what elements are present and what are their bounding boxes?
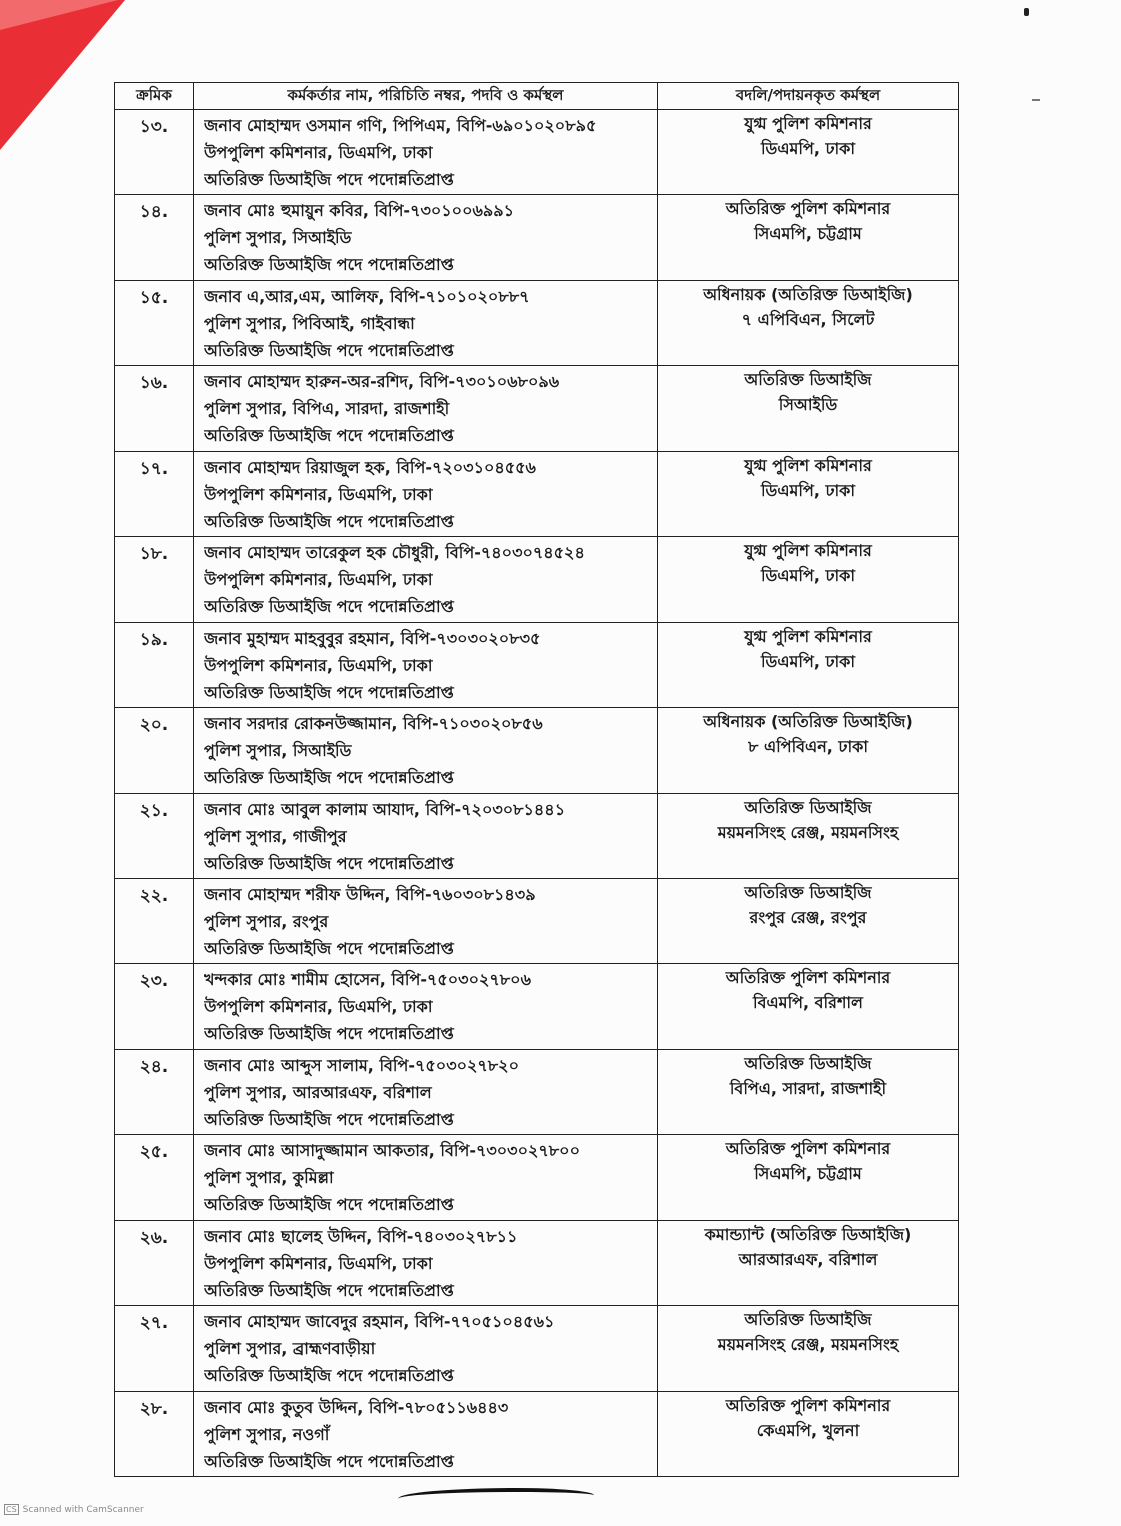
table-row (115, 1306, 959, 1391)
officer-promotion: অতিরিক্ত ডিআইজি পদে পদোন্নতিপ্রাপ্ত (204, 426, 454, 446)
table-row (115, 1049, 959, 1134)
new-posting-title: অতিরিক্ত ডিআইজি (744, 797, 872, 817)
officer-current-post: উপপুলিশ কমিশনার, ডিএমপি, ঢাকা (204, 655, 433, 675)
scanner-label: Scanned with CamScanner (22, 1504, 144, 1515)
new-posting-place: ৭ এপিবিএন, সিলেট (741, 309, 875, 329)
new-posting-place: বিপিএ, সারদা, রাজশাহী (729, 1078, 887, 1098)
officer-name-id: জনাব মোঃ ছালেহ উদ্দিন, বিপি-৭৪০৩০২৭৮১১ (204, 1226, 518, 1246)
new-posting (658, 1135, 959, 1220)
table-row (115, 622, 959, 707)
new-posting-place: ময়মনসিংহ রেঞ্জ, ময়মনসিংহ (717, 822, 899, 842)
officer-name-id: জনাব মোঃ আবুল কালাম আযাদ, বিপি-৭২০৩০৮১৪৪১ (204, 799, 566, 819)
row-serial: ২৪. (115, 1049, 194, 1134)
new-posting-place: সিএমপি, চট্টগ্রাম (754, 1164, 862, 1184)
row-serial: ১৯. (115, 622, 194, 707)
row-serial: ১৫. (115, 280, 194, 365)
new-posting-place: ৮ এপিবিএন, ঢাকা (748, 737, 868, 757)
row-serial: ১৬. (115, 366, 194, 451)
table-row (115, 366, 959, 451)
officer-name-id: জনাব এ,আর,এম, আলিফ, বিপি-৭১০১০২০৮৮৭ (204, 286, 530, 306)
officer-current-post: উপপুলিশ কমিশনার, ডিএমপি, ঢাকা (204, 1253, 433, 1273)
officer-name-id: জনাব মুহাম্মদ মাহবুবুর রহমান, বিপি-৭৩০৩০২০৮৩৫ (204, 628, 541, 648)
new-posting-place: সিএমপি, চট্টগ্রাম (754, 224, 862, 244)
table-row (115, 708, 959, 793)
new-posting-place: ময়মনসিংহ রেঞ্জ, ময়মনসিংহ (717, 1335, 899, 1355)
new-posting (658, 366, 959, 451)
new-posting-place: ডিএমপি, ঢাকা (760, 139, 856, 158)
table-row (115, 110, 959, 195)
new-posting (658, 195, 959, 280)
new-posting-place: ডিএমপি, ঢাকা (760, 651, 856, 671)
officer-details (194, 195, 658, 280)
row-serial: ২০. (115, 708, 194, 793)
new-posting (658, 793, 959, 878)
officer-name-id: জনাব মোহাম্মদ জাবেদুর রহমান, বিপি-৭৭০৫১০৪৫৬১ (204, 1312, 555, 1332)
officer-promotion: অতিরিক্ত ডিআইজি পদে পদোন্নতিপ্রাপ্ত (204, 682, 454, 702)
new-posting (658, 622, 959, 707)
row-serial: ২৫. (115, 1135, 194, 1220)
new-posting (658, 1306, 959, 1391)
new-posting-title: অতিরিক্ত ডিআইজি (744, 882, 872, 902)
header-serial: ক্রমিক (115, 83, 194, 110)
row-serial: ২২. (115, 878, 194, 963)
officer-details (194, 1049, 658, 1134)
officer-promotion: অতিরিক্ত ডিআইজি পদে পদোন্নতিপ্রাপ্ত (204, 1366, 454, 1386)
officer-details (194, 1135, 658, 1220)
officer-details (194, 280, 658, 365)
officer-name-id: জনাব মোঃ হুমায়ুন কবির, বিপি-৭৩০১০০৬৯৯১ (204, 201, 515, 221)
new-posting-title: অধিনায়ক (অতিরিক্ত ডিআইজি) (703, 712, 913, 732)
row-serial: ২৮. (115, 1391, 194, 1476)
officer-name-id: খন্দকার মোঃ শামীম হোসেন, বিপি-৭৫০৩০২৭৮০৬ (204, 970, 531, 990)
table-row (115, 964, 959, 1049)
officer-promotion: অতিরিক্ত ডিআইজি পদে পদোন্নতিপ্রাপ্ত (204, 340, 454, 360)
new-posting-title: যুগ্ম পুলিশ কমিশনার (744, 114, 872, 133)
row-serial: ২১. (115, 793, 194, 878)
officer-current-post: পুলিশ সুপার, সিআইডি (204, 228, 352, 248)
officer-current-post: পুলিশ সুপার, নওগাঁ (204, 1424, 330, 1444)
new-posting-title: অধিনায়ক (অতিরিক্ত ডিআইজি) (703, 284, 913, 304)
ink-dash (1032, 99, 1040, 101)
officer-name-id: জনাব মোহাম্মদ ওসমান গণি, পিপিএম, বিপি-৬৯০১০২০৮৯৫ (204, 116, 597, 135)
table-row (115, 1391, 959, 1476)
new-posting-place: রংপুর রেঞ্জ, রংপুর (749, 907, 867, 927)
officer-current-post: পুলিশ সুপার, সিআইডি (204, 741, 352, 761)
table-row (115, 1135, 959, 1220)
row-serial: ১৭. (115, 451, 194, 536)
officer-promotion: অতিরিক্ত ডিআইজি পদে পদোন্নতিপ্রাপ্ত (204, 1109, 454, 1129)
officer-details (194, 451, 658, 536)
row-serial: ২৩. (115, 964, 194, 1049)
officer-name-id: জনাব মোঃ কুতুব উদ্দিন, বিপি-৭৮০৫১১৬৪৪৩ (204, 1397, 509, 1417)
new-posting (658, 280, 959, 365)
officer-details (194, 964, 658, 1049)
new-posting (658, 878, 959, 963)
officer-promotion: অতিরিক্ত ডিআইজি পদে পদোন্নতিপ্রাপ্ত (204, 1195, 454, 1215)
new-posting-title: যুগ্ম পুলিশ কমিশনার (744, 455, 872, 475)
table-row (115, 878, 959, 963)
officer-promotion: অতিরিক্ত ডিআইজি পদে পদোন্নতিপ্রাপ্ত (204, 1024, 454, 1044)
officer-current-post: পুলিশ সুপার, আরআরএফ, বরিশাল (204, 1082, 432, 1102)
signature-stroke (398, 1488, 594, 1506)
officer-details (194, 537, 658, 622)
officer-promotion: অতিরিক্ত ডিআইজি পদে পদোন্নতিপ্রাপ্ত (204, 597, 454, 617)
new-posting-title: অতিরিক্ত পুলিশ কমিশনার (725, 199, 891, 219)
officer-promotion: অতিরিক্ত ডিআইজি পদে পদোন্নতিপ্রাপ্ত (204, 511, 454, 531)
header-details: কর্মকর্তার নাম, পরিচিতি নম্বর, পদবি ও কর্মস্থল (194, 83, 658, 110)
officer-promotion: অতিরিক্ত ডিআইজি পদে পদোন্নতিপ্রাপ্ত (204, 768, 454, 788)
ink-speck (1024, 8, 1029, 16)
officer-current-post: পুলিশ সুপার, রংপুর (204, 911, 329, 931)
new-posting-place: বিএমপি, বরিশাল (753, 993, 863, 1013)
officer-current-post: পুলিশ সুপার, বিপিএ, সারদা, রাজশাহী (204, 399, 450, 419)
table-row (115, 451, 959, 536)
officer-name-id: জনাব মোহাম্মদ তারেকুল হক চৌধুরী, বিপি-৭৪০৩০৭৪৫২৪ (204, 543, 585, 563)
new-posting-title: অতিরিক্ত ডিআইজি (744, 1310, 872, 1330)
new-posting (658, 1391, 959, 1476)
new-posting-title: কমান্ড্যান্ট (অতিরিক্ত ডিআইজি) (704, 1224, 912, 1244)
new-posting-title: অতিরিক্ত পুলিশ কমিশনার (725, 968, 891, 988)
new-posting-place: ডিএমপি, ঢাকা (760, 566, 856, 586)
officer-name-id: জনাব মোঃ আব্দুস সালাম, বিপি-৭৫০৩০২৭৮২০ (204, 1055, 519, 1075)
officer-current-post: পুলিশ সুপার, গাজীপুর (204, 826, 347, 846)
officer-promotion: অতিরিক্ত ডিআইজি পদে পদোন্নতিপ্রাপ্ত (204, 938, 454, 958)
officer-current-post: উপপুলিশ কমিশনার, ডিএমপি, ঢাকা (204, 997, 433, 1017)
new-posting (658, 708, 959, 793)
new-posting-place: ডিএমপি, ঢাকা (760, 480, 856, 500)
row-serial: ১৪. (115, 195, 194, 280)
new-posting-place: কেএমপি, খুলনা (756, 1420, 860, 1440)
new-posting-title: অতিরিক্ত পুলিশ কমিশনার (725, 1139, 891, 1159)
officer-promotion: অতিরিক্ত ডিআইজি পদে পদোন্নতিপ্রাপ্ত (204, 255, 454, 275)
camscanner-logo: CS (6, 1505, 17, 1514)
officer-promotion: অতিরিক্ত ডিআইজি পদে পদোন্নতিপ্রাপ্ত (204, 1280, 454, 1300)
officer-name-id: জনাব মোঃ আসাদুজ্জামান আকতার, বিপি-৭৩০৩০২৭৮০০ (204, 1141, 580, 1161)
table-row (115, 537, 959, 622)
new-posting-title: যুগ্ম পুলিশ কমিশনার (744, 541, 872, 561)
row-serial: ২৬. (115, 1220, 194, 1305)
row-serial: ২৭. (115, 1306, 194, 1391)
new-posting-place: আরআরএফ, বরিশাল (738, 1249, 878, 1269)
new-posting (658, 1049, 959, 1134)
new-posting (658, 964, 959, 1049)
red-corner-highlight (0, 0, 118, 30)
officer-details (194, 878, 658, 963)
officer-promotion: অতিরিক্ত ডিআইজি পদে পদোন্নতিপ্রাপ্ত (204, 170, 454, 189)
new-posting-title: অতিরিক্ত ডিআইজি (744, 370, 872, 390)
new-posting-title: যুগ্ম পুলিশ কমিশনার (744, 626, 872, 646)
officer-current-post: উপপুলিশ কমিশনার, ডিএমপি, ঢাকা (204, 484, 433, 504)
new-posting (658, 1220, 959, 1305)
officer-name-id: জনাব সরদার রোকনউজ্জামান, বিপি-৭১০৩০২০৮৫৬ (204, 714, 543, 734)
officer-details (194, 708, 658, 793)
scanner-watermark (4, 1504, 144, 1515)
table-row (115, 793, 959, 878)
new-posting-title: অতিরিক্ত ডিআইজি (744, 1053, 872, 1073)
officer-current-post: পুলিশ সুপার, কুমিল্লা (204, 1168, 334, 1188)
officer-current-post: উপপুলিশ কমিশনার, ডিএমপি, ঢাকা (204, 143, 433, 162)
table-row (115, 195, 959, 280)
officer-details (194, 110, 658, 195)
officer-details (194, 622, 658, 707)
table-header-row (115, 83, 959, 110)
officer-name-id: জনাব মোহাম্মদ হারুন-অর-রশিদ, বিপি-৭৩০১০৬৮০৯৬ (204, 372, 560, 392)
officer-promotion: অতিরিক্ত ডিআইজি পদে পদোন্নতিপ্রাপ্ত (204, 853, 454, 873)
officer-details (194, 1306, 658, 1391)
officer-name-id: জনাব মোহাম্মদ শরীফ উদ্দিন, বিপি-৭৬০৩০৮১৪৩৯ (204, 884, 536, 904)
officer-current-post: উপপুলিশ কমিশনার, ডিএমপি, ঢাকা (204, 570, 433, 590)
new-posting (658, 110, 959, 195)
officer-current-post: পুলিশ সুপার, পিবিআই, গাইবান্ধা (204, 313, 415, 333)
header-posting: বদলি/পদায়নকৃত কর্মস্থল (658, 83, 959, 110)
table-row (115, 280, 959, 365)
officer-name-id: জনাব মোহাম্মদ রিয়াজুল হক, বিপি-৭২০৩১০৪৫৫৬ (204, 457, 536, 477)
officer-current-post: পুলিশ সুপার, ব্রাহ্মণবাড়ীয়া (204, 1339, 376, 1359)
new-posting-place: সিআইডি (778, 395, 838, 415)
new-posting (658, 537, 959, 622)
new-posting-title: অতিরিক্ত পুলিশ কমিশনার (725, 1395, 891, 1415)
officer-details (194, 793, 658, 878)
row-serial: ১৮. (115, 537, 194, 622)
officer-promotion: অতিরিক্ত ডিআইজি পদে পদোন্নতিপ্রাপ্ত (204, 1451, 454, 1471)
officer-details (194, 1220, 658, 1305)
row-serial: ১৩. (115, 110, 194, 195)
transfer-table (114, 82, 959, 1477)
table-row (115, 1220, 959, 1305)
officer-details (194, 366, 658, 451)
officer-details (194, 1391, 658, 1476)
new-posting (658, 451, 959, 536)
